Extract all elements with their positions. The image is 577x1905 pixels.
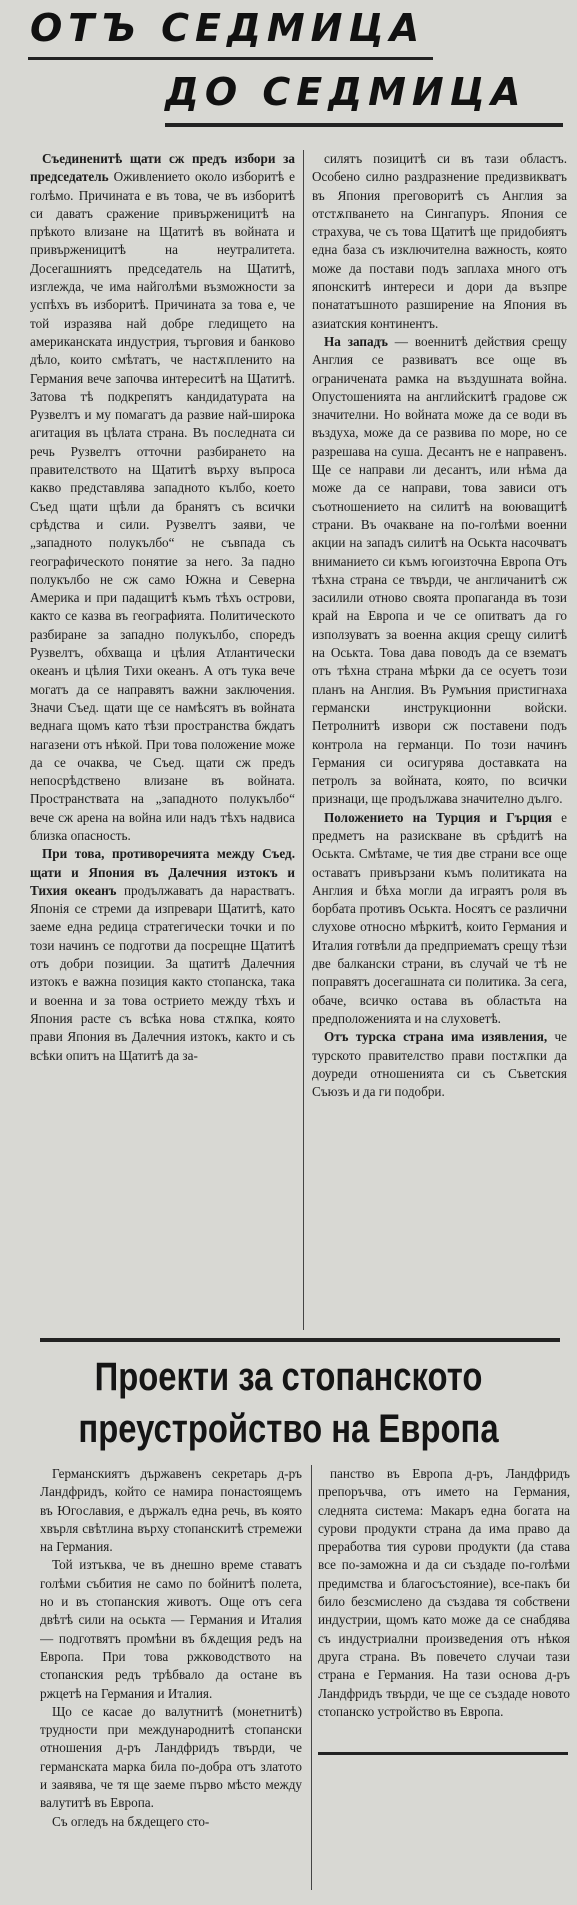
- paragraph-text: е предметъ на разискване въ срѣдитѣ на Оськта. Смѣтаме, че тия две страни все още оставатъ привързани къмъ политиката на Англия и бѣха могли да играятъ роля въ борбата противъ Оськта. Носятъ се различни слухове относно мѣркитѣ, които Германия и Италия готвѣли да предприематъ срещу тѣзи две балкански страни, въ случай че тѣ не поправятъ досегашната си политика. За сега, обаче, всичко остава въ областьта на предположенията и на слуховетѣ.: [312, 809, 567, 1026]
- article2-left-column: [40, 1465, 302, 1885]
- paragraph-text: панство въ Европа д-ръ, Ландфридъ препоръчва, отъ името на Германия, следнята система: Макаръ една богата на сурови продукти страна да има право да преработва тия сурови продукти (да става все по-заможна и да си създаде по-голѣми предимства и благосъстояние), все-пакъ би било безсмислено да създава тя собствени индустрии, щомъ като може да се снабдява съ индустриални произведения отъ нѣкоя друга страна. Въ повечето случаи тази страна е Германия. На тази основа д-ръ Ландфридъ твърди, че ще се създаде новото стопанско устройство въ Европа.: [318, 1466, 570, 1719]
- paragraph-text: че турското правителство прави постѫпки да доуреди отношенията си съ Съветския Съюзъ и да ги подобри.: [312, 1029, 567, 1100]
- paragraph-text: Германскиятъ държавенъ секретарь д-ръ Ландфридъ, който се намира понастоящемъ въ Югославия, е държалъ една речь, въ която хвърля свѣтлина върху стопанскитѣ стремежи на Германия.: [40, 1466, 302, 1555]
- article2-title-line-1: Проекти за стопанското: [94, 1355, 483, 1399]
- paragraph: [312, 809, 567, 1029]
- article2-title-line-2: преустройство на Европа: [78, 1407, 499, 1451]
- paragraph-lead: На западъ: [324, 333, 388, 349]
- article2-end-rule: [318, 1752, 568, 1755]
- article2-right-column: [318, 1465, 570, 1745]
- paragraph-lead: При това, противоречията между Съед. щати и Япония въ Далечния изтокъ и Тихия океанъ: [30, 846, 295, 898]
- paragraph-text: — военнитѣ действия срещу Англия се развиватъ все още въ ограничената рамка на въздушната война. Опустошенията на английскитѣ градове сж значителни. Но войната може да се води въ въздуха, може да се развива по море, но се разрешава на суша. Десантъ не е направенъ. Ще се направи ли десантъ, или нѣма да може да се направи, това зависи отъ съотношението на силитѣ на воюващитѣ страни. Въ очакване на по-голѣми военни акции на западъ силитѣ на Оськта насочватъ вниманието си къмъ югоизточна Европа Отъ тѣхна страна се твърди, че англичанитѣ сж засилили отново своята пропаганда въ този край на Европа и че се опитватъ да го използуватъ за военна акция срещу силитѣ на Оськта. Това дава поводъ да се взематъ отъ тѣхна страна мѣрки да се осуетъ този планъ на Англия. Въ Румъния пристигнаха германски инструкционни войски. Петролнитѣ извори сж поставени подъ контрола на германци. По този начинъ Германия си осигурява доставката на петролъ за войната, която, по всички признаци, ще продължава значително дълго.: [312, 333, 567, 807]
- section-divider: [40, 1338, 560, 1342]
- paragraph: [30, 845, 295, 1065]
- paragraph: [40, 1465, 302, 1556]
- masthead-line-2: ДО СЕДМИЦА: [165, 70, 527, 114]
- masthead-line-1: ОТЪ СЕДМИЦА: [30, 6, 426, 50]
- paragraph: [40, 1556, 302, 1702]
- paragraph: [312, 1028, 567, 1101]
- paragraph-text: Той изтъква, че въ днешно време ставатъ голѣми събития не само по бойнитѣ полета, но и въ стопанския животъ. Още отъ сега двѣтѣ сили на оськта — Германия и Италия — подготвятъ промѣни въ бѫдещия редъ на Европа. При това ржководството на стопанския редъ трѣбвало да остане въ ржцетѣ на Германия и Италия.: [40, 1557, 302, 1701]
- column-divider: [303, 150, 304, 1330]
- masthead-rule-2: [165, 123, 563, 127]
- paragraph-lead: Положението на Турция и Гърция: [324, 809, 552, 825]
- paragraph: [318, 1465, 570, 1721]
- paragraph: [312, 150, 567, 333]
- paragraph-text: Оживлението около изборитѣ е голѣмо. Причината е въ това, че въ изборитѣ си даватъ сражение привърженицитѣ на прѣкото влизане на Щатитѣ въ войната и привърженицитѣ на неутралитета. Досегашниятъ председатель на Щатитѣ, изглежда, че има найголѣми възможности за успѣхъ въ изборитѣ. Причината за това е, че той изразява най добре гледището на американската индустрия, търговия и банково дѣло, които смѣтатъ, че настѫпленито на Германия вече започва интереситѣ на Щатитѣ. Затова тѣ подкрепятъ кандидатурата на Рузвелтъ и му помагатъ да развие най-широка агитация въ цѣлата страна. Въ последната си речь Рузвелтъ отточни разбирането на правителството на Щатитѣ върху въпроса какво представлява западното кълбо, което Съед щати щѣли да бранятъ съ всички срѣдства и сили. Рузвелтъ заяви, че „западното полукълбо“ не съвпада съ географическото понятие за него. За падно полукълбо не сж само Южна и Северна Америка и при падащитѣ къмъ тѣхъ острови, както се казва въ географията. Политическото разбиране за западно полукълбо, споредъ Рузвелтъ, обхваща и цѣлия Атлантически океанъ и цѣлия Тихи океанъ. А отъ тука вече могатъ да се направятъ важни заключения. Значи Съед. щати ще се намѣсятъ въ войната веднага щомъ като тѣзи пространства бждатъ нагазени отъ нѣкой. При това положение може да се очаква, че Съед. щати сж предъ непосрѣдствено влизане въ войната. Пространствата на „западното полукълбо“ вече сж арена на война или надъ тѣхъ надвиса близка опасность.: [30, 169, 295, 843]
- article1-left-column: [30, 150, 295, 1330]
- paragraph: [40, 1813, 302, 1831]
- paragraph-text: Що се касае до валутнитѣ (монетнитѣ) трудности при международнитѣ стопански отношения д-ръ Ландфридъ твърди, че германската марка била по-добра отъ златото и заявява, че тя ще заеме първо мѣсто между валутитѣ въ Европа.: [40, 1703, 302, 1811]
- paragraph: [30, 150, 295, 845]
- paragraph: [40, 1703, 302, 1813]
- article1-right-column: [312, 150, 567, 1330]
- paragraph-lead: Отъ турска страна има изявления,: [324, 1029, 548, 1045]
- masthead-rule-1: [28, 57, 433, 60]
- paragraph-text: продължаватъ да нарастватъ. Японія се стреми да изпревари Щатитѣ, като заеме една редица стратегически точки и по този начинъ се подготви да посрещне Щатитѣ отъ добри позиции. За щатитѣ Далечния изтокъ е важна позиция както стопанска, така и военна и за това острието между тѣхъ и Япония расте съ всѣка нова стѫпка, която прави Япония въ Далечния изтокъ, както и съ всѣки опитъ на Щатитѣ да за-: [30, 882, 295, 1063]
- paragraph: [312, 333, 567, 809]
- column-divider-2: [311, 1465, 312, 1890]
- paragraph-text: Съ огледъ на бѫдещего сто-: [52, 1813, 210, 1829]
- paragraph-text: силятъ позицитѣ си въ тази областъ. Особено силно раздразнение предизвикватъ въ Япония преговоритѣ съ Англия за отстѫпването на Сингапуръ. Япония се страхува, че съ това Щатитѣ ще придобиятъ една база съ изключителна важность, която може да постави подъ заплаха много отъ японскитѣ интереси и дори да възпре понататъшното разширение на Япония въ азиатския континентъ.: [312, 151, 567, 331]
- paragraph-lead: Съединенитѣ щати сж предъ избори за председатель: [30, 151, 295, 185]
